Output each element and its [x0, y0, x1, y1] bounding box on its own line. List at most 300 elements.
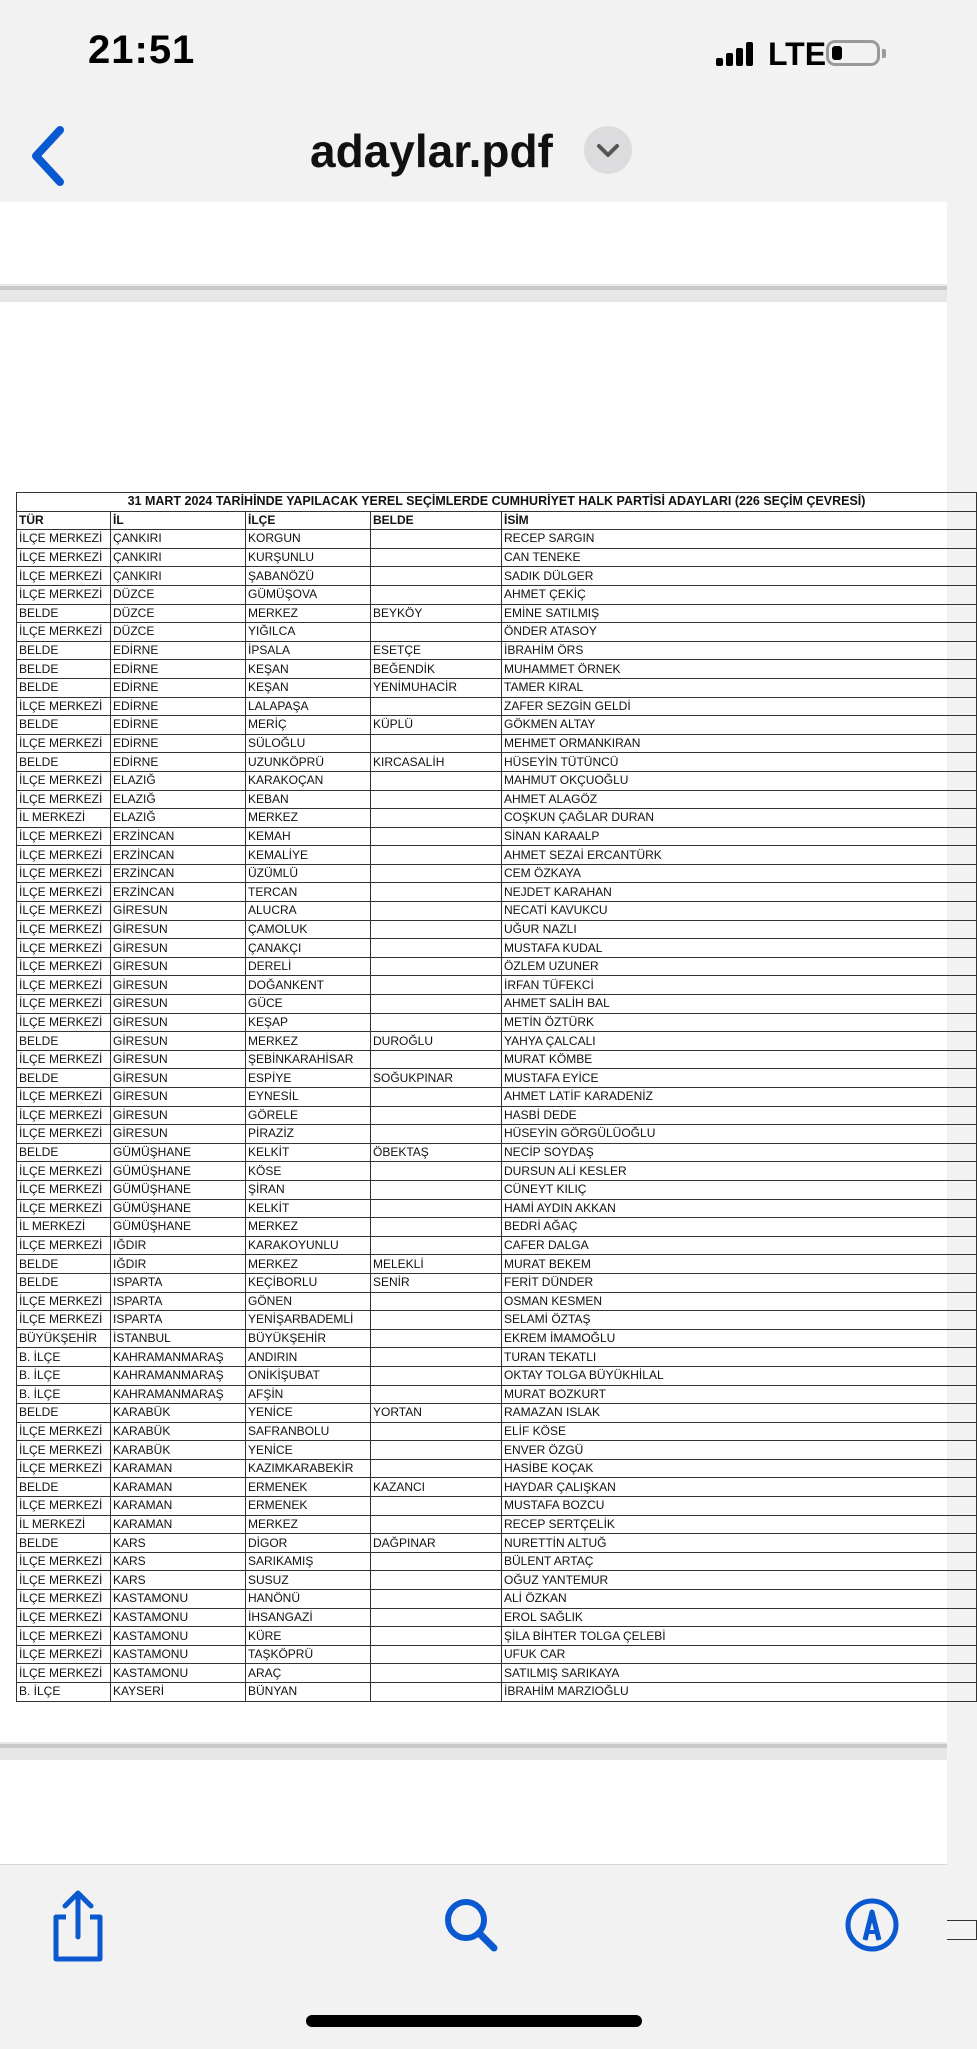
table-cell: BELDE — [17, 716, 111, 735]
table-cell: YENİMUHACİR — [371, 678, 502, 697]
table-cell: İLÇE MERKEZİ — [17, 697, 111, 716]
table-cell: İLÇE MERKEZİ — [17, 1311, 111, 1330]
table-cell: DÜZCE — [111, 623, 246, 642]
table-cell: İLÇE MERKEZİ — [17, 567, 111, 586]
table-cell: BELDE — [17, 753, 111, 772]
table-cell: ELAZIĞ — [111, 771, 246, 790]
table-row — [17, 902, 977, 921]
bottom-toolbar — [0, 1864, 947, 2049]
table-row — [17, 1329, 977, 1348]
table-cell: MURAT KÖMBE — [502, 1050, 977, 1069]
table-cell: KARS — [111, 1552, 246, 1571]
table-cell: DÜZCE — [111, 585, 246, 604]
table-cell: ÇANKIRI — [111, 530, 246, 549]
table-cell: İLÇE MERKEZİ — [17, 1422, 111, 1441]
table-cell — [371, 1236, 502, 1255]
table-cell: İLÇE MERKEZİ — [17, 846, 111, 865]
home-indicator — [306, 2015, 642, 2027]
table-cell: DURSUN ALİ KESLER — [502, 1162, 977, 1181]
table-cell: GİRESUN — [111, 920, 246, 939]
table-cell: İLÇE MERKEZİ — [17, 1664, 111, 1683]
table-cell: ONİKİŞUBAT — [246, 1366, 371, 1385]
table-cell: TAŞKÖPRÜ — [246, 1645, 371, 1664]
table-cell: İLÇE MERKEZİ — [17, 585, 111, 604]
table-row — [17, 1515, 977, 1534]
table-cell — [371, 1106, 502, 1125]
table-cell — [371, 530, 502, 549]
table-row — [17, 1050, 977, 1069]
table-cell: İLÇE MERKEZİ — [17, 864, 111, 883]
table-cell: ALİ ÖZKAN — [502, 1590, 977, 1609]
table-cell: MERKEZ — [246, 1255, 371, 1274]
table-cell: YENİCE — [246, 1441, 371, 1460]
table-cell: KARAMAN — [111, 1478, 246, 1497]
table-cell: İLÇE MERKEZİ — [17, 1106, 111, 1125]
table-cell: MURAT BEKEM — [502, 1255, 977, 1274]
table-cell: GÖNEN — [246, 1292, 371, 1311]
table-cell: ERZİNCAN — [111, 827, 246, 846]
table-row — [17, 790, 977, 809]
table-cell: GÜMÜŞHANE — [111, 1180, 246, 1199]
table-cell: CAN TENEKE — [502, 548, 977, 567]
table-cell: MERKEZ — [246, 1032, 371, 1051]
column-header: İLÇE — [246, 511, 371, 530]
table-cell: AHMET LATİF KARADENİZ — [502, 1088, 977, 1107]
table-row — [17, 678, 977, 697]
table-row — [17, 809, 977, 828]
table-cell: GİRESUN — [111, 976, 246, 995]
table-cell: GÜMÜŞOVA — [246, 585, 371, 604]
table-cell: KEÇİBORLU — [246, 1273, 371, 1292]
table-cell — [371, 1590, 502, 1609]
table-cell: ERZİNCAN — [111, 864, 246, 883]
table-cell — [371, 827, 502, 846]
table-cell: KAHRAMANMARAŞ — [111, 1385, 246, 1404]
table-row — [17, 1069, 977, 1088]
table-cell: ÇAMOLUK — [246, 920, 371, 939]
table-cell: SUSUZ — [246, 1571, 371, 1590]
table-cell: İLÇE MERKEZİ — [17, 771, 111, 790]
table-row — [17, 1348, 977, 1367]
table-cell — [371, 1013, 502, 1032]
table-cell: AFŞİN — [246, 1385, 371, 1404]
table-cell: BELDE — [17, 1404, 111, 1423]
table-row — [17, 1125, 977, 1144]
table-cell: ERMENEK — [246, 1497, 371, 1516]
table-cell: İLÇE MERKEZİ — [17, 1050, 111, 1069]
table-cell — [371, 1627, 502, 1646]
table-cell: NECATİ KAVUKCU — [502, 902, 977, 921]
table-cell — [371, 623, 502, 642]
table-cell: YORTAN — [371, 1404, 502, 1423]
table-cell: MERKEZ — [246, 1218, 371, 1237]
status-bar — [0, 0, 947, 110]
table-cell: BÜNYAN — [246, 1683, 371, 1702]
table-row — [17, 660, 977, 679]
table-cell: EDİRNE — [111, 697, 246, 716]
table-cell: ÜZÜMLÜ — [246, 864, 371, 883]
table-cell — [371, 1385, 502, 1404]
table-row — [17, 1534, 977, 1553]
table-cell: GİRESUN — [111, 957, 246, 976]
table-cell: OĞUZ YANTEMUR — [502, 1571, 977, 1590]
table-cell: ARAÇ — [246, 1664, 371, 1683]
table-cell: KEŞAN — [246, 660, 371, 679]
table-cell: DÜZCE — [111, 604, 246, 623]
table-cell: SİNAN KARAALP — [502, 827, 977, 846]
table-cell: KASTAMONU — [111, 1590, 246, 1609]
table-cell: ŞABANÖZÜ — [246, 567, 371, 586]
table-cell: DOĞANKENT — [246, 976, 371, 995]
table-cell — [371, 995, 502, 1014]
table-row — [17, 864, 977, 883]
table-cell: HASİBE KOÇAK — [502, 1459, 977, 1478]
table-cell: KARS — [111, 1571, 246, 1590]
table-cell: SARIKAMIŞ — [246, 1552, 371, 1571]
table-cell — [371, 809, 502, 828]
table-cell: İLÇE MERKEZİ — [17, 957, 111, 976]
table-cell — [371, 883, 502, 902]
table-row — [17, 1255, 977, 1274]
table-cell: HÜSEYİN GÖRGÜLÜOĞLU — [502, 1125, 977, 1144]
table-cell: BELDE — [17, 660, 111, 679]
table-cell: TAMER KIRAL — [502, 678, 977, 697]
table-cell: İL MERKEZİ — [17, 809, 111, 828]
table-row — [17, 846, 977, 865]
table-cell: İSTANBUL — [111, 1329, 246, 1348]
table-cell — [371, 771, 502, 790]
table-row — [17, 697, 977, 716]
table-cell: MERKEZ — [246, 604, 371, 623]
table-cell: KÖSE — [246, 1162, 371, 1181]
table-row — [17, 1404, 977, 1423]
table-row — [17, 1162, 977, 1181]
table-cell: MERKEZ — [246, 809, 371, 828]
table-cell: KARAMAN — [111, 1515, 246, 1534]
table-row — [17, 1664, 977, 1683]
page-divider — [0, 1744, 947, 1748]
table-row — [17, 1552, 977, 1571]
table-cell: BELDE — [17, 641, 111, 660]
table-cell: ISPARTA — [111, 1292, 246, 1311]
table-row — [17, 585, 977, 604]
table-cell — [371, 957, 502, 976]
table-cell: B. İLÇE — [17, 1385, 111, 1404]
page-divider — [0, 286, 947, 290]
table-cell: BELDE — [17, 1032, 111, 1051]
table-cell: İLÇE MERKEZİ — [17, 1441, 111, 1460]
table-cell — [371, 1366, 502, 1385]
table-cell: ELAZIĞ — [111, 790, 246, 809]
pdf-viewer[interactable] — [0, 202, 947, 1864]
search-button[interactable] — [432, 1885, 512, 1965]
table-cell — [371, 697, 502, 716]
table-cell — [371, 1348, 502, 1367]
table-cell: İLÇE MERKEZİ — [17, 827, 111, 846]
table-cell: BELDE — [17, 1273, 111, 1292]
table-cell: SADIK DÜLGER — [502, 567, 977, 586]
table-cell: GİRESUN — [111, 1106, 246, 1125]
table-cell: KEMAH — [246, 827, 371, 846]
table-cell — [371, 976, 502, 995]
table-cell: AHMET ÇEKİÇ — [502, 585, 977, 604]
table-cell: ISPARTA — [111, 1273, 246, 1292]
share-icon — [38, 1885, 118, 1965]
table-cell: İL MERKEZİ — [17, 1218, 111, 1237]
table-cell: YIĞILCA — [246, 623, 371, 642]
table-cell: MUSTAFA KUDAL — [502, 939, 977, 958]
table-row — [17, 1441, 977, 1460]
table-cell: İLÇE MERKEZİ — [17, 548, 111, 567]
table-cell: İHSANGAZİ — [246, 1608, 371, 1627]
table-row — [17, 1571, 977, 1590]
table-cell: SATILMIŞ SARIKAYA — [502, 1664, 977, 1683]
table-cell: İLÇE MERKEZİ — [17, 883, 111, 902]
table-cell: BELDE — [17, 678, 111, 697]
table-cell: HÜSEYİN TÜTÜNCÜ — [502, 753, 977, 772]
table-cell: MERKEZ — [246, 1515, 371, 1534]
table-cell: ERMENEK — [246, 1478, 371, 1497]
table-cell — [371, 1311, 502, 1330]
table-cell: İLÇE MERKEZİ — [17, 1236, 111, 1255]
title-menu-button[interactable] — [584, 126, 632, 174]
table-row — [17, 1292, 977, 1311]
table-cell: BEDRİ AĞAÇ — [502, 1218, 977, 1237]
table-cell: EDİRNE — [111, 678, 246, 697]
table-cell: ÇANKIRI — [111, 548, 246, 567]
table-cell: CÜNEYT KILIÇ — [502, 1180, 977, 1199]
table-cell — [371, 1050, 502, 1069]
table-row — [17, 976, 977, 995]
table-cell: MUSTAFA BOZCU — [502, 1497, 977, 1516]
table-cell: HASBİ DEDE — [502, 1106, 977, 1125]
table-cell — [371, 864, 502, 883]
table-cell: İLÇE MERKEZİ — [17, 1125, 111, 1144]
table-cell: ENVER ÖZGÜ — [502, 1441, 977, 1460]
table-caption: 31 MART 2024 TARİHİNDE YAPILACAK YEREL SEÇİMLERDE CUMHURİYET HALK PARTİSİ ADAYLARI (226 SEÇİM ÇEVRESİ) — [17, 493, 977, 512]
column-header: İSİM — [502, 511, 977, 530]
table-cell: GÜCE — [246, 995, 371, 1014]
table-cell — [371, 548, 502, 567]
table-cell — [371, 1199, 502, 1218]
table-cell — [371, 939, 502, 958]
table-cell: DUROĞLU — [371, 1032, 502, 1051]
table-row — [17, 1366, 977, 1385]
table-cell: EKREM İMAMOĞLU — [502, 1329, 977, 1348]
signal-icon — [716, 42, 756, 66]
table-cell — [371, 790, 502, 809]
table-cell: İLÇE MERKEZİ — [17, 1608, 111, 1627]
table-cell: KARS — [111, 1534, 246, 1553]
table-body — [17, 530, 977, 1701]
table-cell: RAMAZAN ISLAK — [502, 1404, 977, 1423]
table-cell — [371, 1552, 502, 1571]
table-cell: ANDIRIN — [246, 1348, 371, 1367]
pdf-page-current — [0, 302, 947, 1742]
table-cell: SAFRANBOLU — [246, 1422, 371, 1441]
column-header: TÜR — [17, 511, 111, 530]
table-cell: GİRESUN — [111, 1032, 246, 1051]
table-cell: MEHMET ORMANKIRAN — [502, 734, 977, 753]
table-cell: KEŞAP — [246, 1013, 371, 1032]
table-cell: İLÇE MERKEZİ — [17, 1199, 111, 1218]
table-cell — [371, 1292, 502, 1311]
table-cell: KÜPLÜ — [371, 716, 502, 735]
chevron-left-icon — [24, 124, 74, 188]
table-cell: GÜMÜŞHANE — [111, 1218, 246, 1237]
table-cell: AHMET ALAGÖZ — [502, 790, 977, 809]
table-cell: UFUK CAR — [502, 1645, 977, 1664]
table-cell: MUSTAFA EYİCE — [502, 1069, 977, 1088]
table-cell: EROL SAĞLIK — [502, 1608, 977, 1627]
table-row — [17, 1199, 977, 1218]
table-row — [17, 883, 977, 902]
table-cell — [371, 585, 502, 604]
table-cell — [371, 1515, 502, 1534]
table-cell: İLÇE MERKEZİ — [17, 1645, 111, 1664]
table-cell: BELDE — [17, 604, 111, 623]
table-cell: COŞKUN ÇAĞLAR DURAN — [502, 809, 977, 828]
table-cell: KAHRAMANMARAŞ — [111, 1366, 246, 1385]
table-cell: MURAT BOZKURT — [502, 1385, 977, 1404]
table-cell: AHMET SALİH BAL — [502, 995, 977, 1014]
table-cell: YENİŞARBADEMLİ — [246, 1311, 371, 1330]
table-cell: İLÇE MERKEZİ — [17, 1497, 111, 1516]
table-row — [17, 604, 977, 623]
table-cell: İLÇE MERKEZİ — [17, 1088, 111, 1107]
table-cell: MELEKLİ — [371, 1255, 502, 1274]
back-button[interactable] — [24, 124, 74, 188]
table-cell: ÇANKIRI — [111, 567, 246, 586]
table-row — [17, 1497, 977, 1516]
table-cell: BELDE — [17, 1478, 111, 1497]
table-row — [17, 716, 977, 735]
table-row — [17, 920, 977, 939]
table-cell: ALUCRA — [246, 902, 371, 921]
nav-bar — [0, 110, 947, 203]
table-cell — [371, 1180, 502, 1199]
table-cell: LALAPAŞA — [246, 697, 371, 716]
table-cell: PİRAZİZ — [246, 1125, 371, 1144]
table-cell: İLÇE MERKEZİ — [17, 623, 111, 642]
table-cell: İLÇE MERKEZİ — [17, 790, 111, 809]
column-header: BELDE — [371, 511, 502, 530]
table-cell: BELDE — [17, 1143, 111, 1162]
table-cell: İLÇE MERKEZİ — [17, 530, 111, 549]
table-cell: ERZİNCAN — [111, 846, 246, 865]
table-cell: CAFER DALGA — [502, 1236, 977, 1255]
table-cell: İLÇE MERKEZİ — [17, 1590, 111, 1609]
table-row — [17, 548, 977, 567]
table-cell: İLÇE MERKEZİ — [17, 1459, 111, 1478]
table-cell: ISPARTA — [111, 1311, 246, 1330]
table-row — [17, 1236, 977, 1255]
table-cell: İLÇE MERKEZİ — [17, 1162, 111, 1181]
table-cell: KASTAMONU — [111, 1664, 246, 1683]
table-cell: SOĞUKPINAR — [371, 1069, 502, 1088]
table-cell: ELİF KÖSE — [502, 1422, 977, 1441]
table-cell: KORGUN — [246, 530, 371, 549]
table-cell — [371, 1441, 502, 1460]
table-cell: BELDE — [17, 1255, 111, 1274]
table-row — [17, 1385, 977, 1404]
table-cell: ÖBEKTAŞ — [371, 1143, 502, 1162]
table-row — [17, 1013, 977, 1032]
table-cell: ELAZIĞ — [111, 809, 246, 828]
table-cell: KURŞUNLU — [246, 548, 371, 567]
table-cell: BÜYÜKŞEHİR — [17, 1329, 111, 1348]
table-row — [17, 1627, 977, 1646]
table-cell — [371, 1459, 502, 1478]
table-cell: YENİCE — [246, 1404, 371, 1423]
table-cell: GÖKMEN ALTAY — [502, 716, 977, 735]
table-cell — [371, 1645, 502, 1664]
table-cell: İL MERKEZİ — [17, 1515, 111, 1534]
table-cell: KARAKOYUNLU — [246, 1236, 371, 1255]
table-cell: İLÇE MERKEZİ — [17, 1180, 111, 1199]
table-cell — [371, 1125, 502, 1144]
table-row — [17, 1032, 977, 1051]
table-cell — [371, 734, 502, 753]
search-icon — [432, 1885, 512, 1965]
table-cell: RECEP SARGIN — [502, 530, 977, 549]
table-cell: ŞEBİNKARAHİSAR — [246, 1050, 371, 1069]
table-cell — [371, 846, 502, 865]
table-row — [17, 530, 977, 549]
table-cell — [371, 1162, 502, 1181]
table-cell: BELDE — [17, 1534, 111, 1553]
table-cell: EDİRNE — [111, 660, 246, 679]
table-row — [17, 995, 977, 1014]
table-cell: EDİRNE — [111, 641, 246, 660]
candidates-table — [16, 492, 977, 1702]
table-cell: KAZIMKARABEKİR — [246, 1459, 371, 1478]
table-cell: MERİÇ — [246, 716, 371, 735]
table-cell: İLÇE MERKEZİ — [17, 1013, 111, 1032]
table-cell: KEBAN — [246, 790, 371, 809]
table-row — [17, 1143, 977, 1162]
table-cell: EYNESİL — [246, 1088, 371, 1107]
table-cell: KELKİT — [246, 1143, 371, 1162]
pdf-page-previous — [0, 202, 947, 284]
table-cell: KARAMAN — [111, 1459, 246, 1478]
table-cell: TERCAN — [246, 883, 371, 902]
table-cell: BELDE — [17, 1069, 111, 1088]
table-row — [17, 1088, 977, 1107]
table-row — [17, 1683, 977, 1702]
table-cell: GİRESUN — [111, 939, 246, 958]
table-cell: B. İLÇE — [17, 1348, 111, 1367]
table-cell: RECEP SERTÇELİK — [502, 1515, 977, 1534]
table-cell: UZUNKÖPRÜ — [246, 753, 371, 772]
markup-button[interactable] — [832, 1885, 912, 1965]
table-cell: TURAN TEKATLI — [502, 1348, 977, 1367]
table-cell: GİRESUN — [111, 1069, 246, 1088]
share-button[interactable] — [38, 1885, 118, 1965]
table-cell — [371, 1218, 502, 1237]
table-cell: KARABÜK — [111, 1422, 246, 1441]
table-cell: İLÇE MERKEZİ — [17, 976, 111, 995]
table-cell: BEYKÖY — [371, 604, 502, 623]
table-cell: GİRESUN — [111, 995, 246, 1014]
table-cell: KAZANCI — [371, 1478, 502, 1497]
table-cell — [371, 1571, 502, 1590]
table-cell: IĞDIR — [111, 1236, 246, 1255]
table-cell: KARABÜK — [111, 1404, 246, 1423]
table-row — [17, 939, 977, 958]
table-cell: KELKİT — [246, 1199, 371, 1218]
table-row — [17, 1478, 977, 1497]
